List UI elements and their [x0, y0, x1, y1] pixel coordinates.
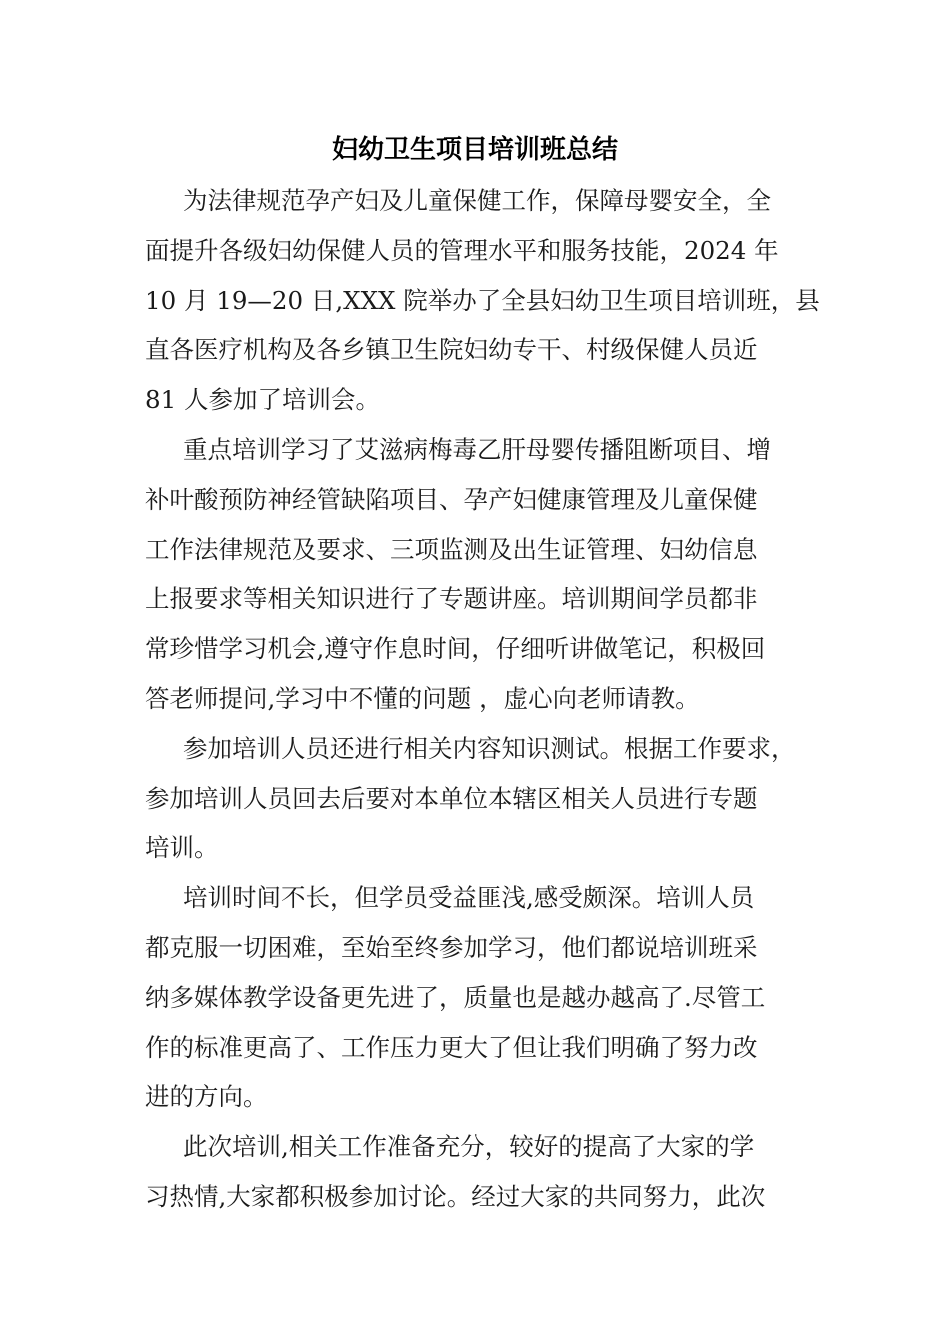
- text-line: 参加培训人员还进行相关内容知识测试。根据工作要求，: [183, 733, 796, 763]
- document-body: [145, 176, 825, 1222]
- text-line: 习热情,大家都积极参加讨论。经过大家的共同努力，此次: [145, 1181, 766, 1211]
- paragraph-4: [145, 873, 825, 1122]
- text-line: 为法律规范孕产妇及儿童保健工作，保障母婴安全，全: [183, 186, 771, 215]
- text-line: 上报要求等相关知识进行了专题讲座。培训期间学员都非: [145, 584, 758, 614]
- document-title: 妇幼卫生项目培训班总结: [331, 135, 618, 165]
- text-line: 10 月 19—20 日,XXX 院举办了全县妇幼卫生项目培训班，县: [145, 285, 820, 315]
- text-line: 培训时间不长，但学员受益匪浅,感受颇深。培训人员: [183, 883, 755, 913]
- text-line: 作的标准更高了、工作压力更大了但让我们明确了努力改: [145, 1032, 758, 1062]
- text-line: 重点培训学习了艾滋病梅毒乙肝母婴传播阻断项目、增: [183, 434, 771, 464]
- text-line: 都克服一切困难，至始至终参加学习，他们都说培训班采: [145, 932, 758, 962]
- paragraph-3: [145, 724, 825, 873]
- paragraph-5: [145, 1122, 825, 1222]
- text-line: 此次培训,相关工作准备充分，较好的提高了大家的学: [183, 1132, 755, 1162]
- text-line: 81 人参加了培训会。: [145, 385, 380, 415]
- text-line: 参加培训人员回去后要对本单位本辖区相关人员进行专题: [145, 783, 758, 813]
- text-line: 补叶酸预防神经管缺陷项目、孕产妇健康管理及儿童保健: [145, 484, 758, 514]
- text-line: 进的方向。: [145, 1082, 268, 1112]
- text-line: 纳多媒体教学设备更先进了，质量也是越办越高了.尽管工: [145, 982, 766, 1012]
- paragraph-1: [145, 176, 825, 425]
- text-line: 培训。: [145, 833, 219, 863]
- text-line: 常珍惜学习机会,遵守作息时间，仔细听讲做笔记，积极回: [145, 634, 766, 664]
- text-line: 答老师提问,学习中不懂的问题 ，虚心向老师请教。: [145, 683, 700, 713]
- text-line: 工作法律规范及要求、三项监测及出生证管理、妇幼信息: [145, 534, 758, 564]
- text-line: 面提升各级妇幼保健人员的管理水平和服务技能，2024 年: [145, 235, 779, 265]
- paragraph-2: [145, 425, 825, 724]
- text-line: 直各医疗机构及各乡镇卫生院妇幼专干、村级保健人员近: [145, 335, 758, 365]
